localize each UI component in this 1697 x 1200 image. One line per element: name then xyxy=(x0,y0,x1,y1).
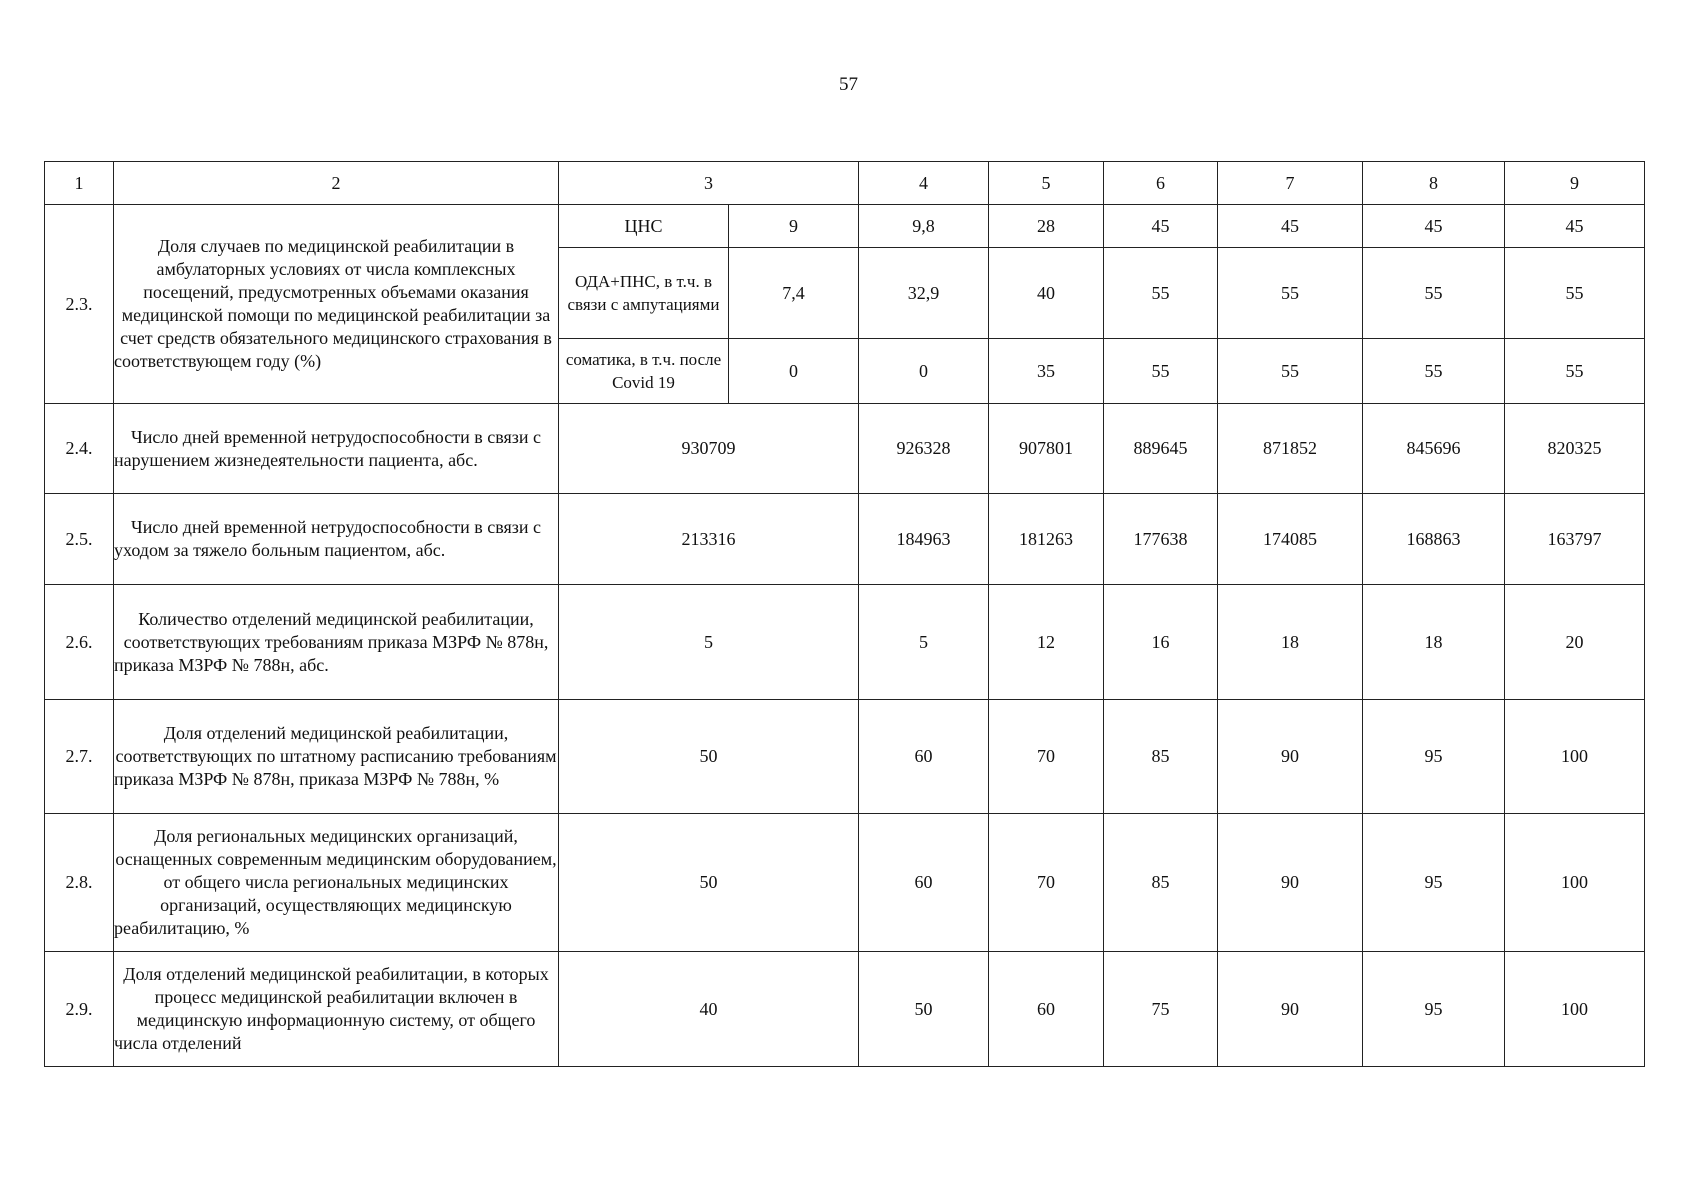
table-row xyxy=(45,404,1645,494)
header-cell-7: 7 xyxy=(1218,162,1363,205)
row-description: Доля региональных медицинских организаций, оснащенных современным медицинским оборудованием, от общего числа региональных медицинских организаций, осуществляющих медицинскую реабилитацию, % xyxy=(114,814,559,952)
sub-row-label: ЦНС xyxy=(559,205,729,248)
header-cell-5: 5 xyxy=(989,162,1104,205)
table-cell: 55 xyxy=(1363,248,1505,339)
table-row xyxy=(45,494,1645,585)
row-number: 2.7. xyxy=(45,700,114,814)
table-cell: 163797 xyxy=(1505,494,1645,585)
table-cell: 845696 xyxy=(1363,404,1505,494)
table-cell: 871852 xyxy=(1218,404,1363,494)
table-cell: 9 xyxy=(729,205,859,248)
header-cell-2: 2 xyxy=(114,162,559,205)
table-cell: 55 xyxy=(1104,248,1218,339)
table-cell: 5 xyxy=(859,585,989,700)
row-description: Доля отделений медицинской реабилитации, в которых процесс медицинской реабилитации включен в медицинскую информационную систему, от общего числа отделений xyxy=(114,952,559,1067)
table-cell: 85 xyxy=(1104,814,1218,952)
table-cell: 100 xyxy=(1505,814,1645,952)
table-cell: 55 xyxy=(1218,339,1363,404)
table-cell: 12 xyxy=(989,585,1104,700)
row-description: Число дней временной нетрудоспособности в связи с уходом за тяжело больным пациентом, абс. xyxy=(114,494,559,585)
table-cell: 55 xyxy=(1505,248,1645,339)
table-cell: 18 xyxy=(1218,585,1363,700)
indicators-table xyxy=(44,161,1645,1067)
header-cell-4: 4 xyxy=(859,162,989,205)
table-cell: 95 xyxy=(1363,700,1505,814)
table-cell: 55 xyxy=(1104,339,1218,404)
table-cell: 95 xyxy=(1363,952,1505,1067)
table-cell: 5 xyxy=(559,585,859,700)
sub-row-label: ОДА+ПНС, в т.ч. в связи с ампутациями xyxy=(559,248,729,339)
table-cell: 40 xyxy=(989,248,1104,339)
table-cell: 20 xyxy=(1505,585,1645,700)
table-cell: 45 xyxy=(1104,205,1218,248)
row-number: 2.6. xyxy=(45,585,114,700)
row-description: Количество отделений медицинской реабилитации, соответствующих требованиям приказа МЗРФ № 878н, приказа МЗРФ № 788н, абс. xyxy=(114,585,559,700)
table-cell: 55 xyxy=(1363,339,1505,404)
table-cell: 70 xyxy=(989,814,1104,952)
row-description: Доля отделений медицинской реабилитации, соответствующих по штатному расписанию требованиям приказа МЗРФ № 878н, приказа МЗРФ № 788н, % xyxy=(114,700,559,814)
header-cell-9: 9 xyxy=(1505,162,1645,205)
row-number: 2.8. xyxy=(45,814,114,952)
table-cell: 7,4 xyxy=(729,248,859,339)
row-description: Число дней временной нетрудоспособности в связи с нарушением жизнедеятельности пациента, абс. xyxy=(114,404,559,494)
page-number: 57 xyxy=(839,74,858,95)
table-cell: 70 xyxy=(989,700,1104,814)
table-cell: 60 xyxy=(989,952,1104,1067)
sub-row-label: соматика, в т.ч. после Covid 19 xyxy=(559,339,729,404)
table-cell: 95 xyxy=(1363,814,1505,952)
table-cell: 100 xyxy=(1505,952,1645,1067)
table-cell: 40 xyxy=(559,952,859,1067)
row-number: 2.3. xyxy=(45,205,114,404)
table-cell: 60 xyxy=(859,814,989,952)
table-cell: 75 xyxy=(1104,952,1218,1067)
table-row xyxy=(45,700,1645,814)
table-cell: 55 xyxy=(1218,248,1363,339)
table-cell: 213316 xyxy=(559,494,859,585)
table-cell: 45 xyxy=(1218,205,1363,248)
table-cell: 9,8 xyxy=(859,205,989,248)
row-number: 2.4. xyxy=(45,404,114,494)
table-cell: 174085 xyxy=(1218,494,1363,585)
table-cell: 889645 xyxy=(1104,404,1218,494)
table-cell: 930709 xyxy=(559,404,859,494)
table-row xyxy=(45,952,1645,1067)
table-cell: 177638 xyxy=(1104,494,1218,585)
row-number: 2.5. xyxy=(45,494,114,585)
table-cell: 32,9 xyxy=(859,248,989,339)
table-cell: 181263 xyxy=(989,494,1104,585)
table-cell: 85 xyxy=(1104,700,1218,814)
table-row xyxy=(45,205,1645,248)
table-cell: 55 xyxy=(1505,339,1645,404)
table-cell: 100 xyxy=(1505,700,1645,814)
header-cell-3: 3 xyxy=(559,162,859,205)
header-cell-1: 1 xyxy=(45,162,114,205)
table-row xyxy=(45,585,1645,700)
table-cell: 820325 xyxy=(1505,404,1645,494)
header-row xyxy=(45,162,1645,205)
table-cell: 90 xyxy=(1218,814,1363,952)
table-cell: 18 xyxy=(1363,585,1505,700)
table-cell: 907801 xyxy=(989,404,1104,494)
table-cell: 90 xyxy=(1218,952,1363,1067)
table-cell: 16 xyxy=(1104,585,1218,700)
row-number: 2.9. xyxy=(45,952,114,1067)
table-cell: 60 xyxy=(859,700,989,814)
table-cell: 28 xyxy=(989,205,1104,248)
row-description: Доля случаев по медицинской реабилитации в амбулаторных условиях от числа комплексных посещений, предусмотренных объемами оказания медицинской помощи по медицинской реабилитации за счет средств обязательного медицинского страхования в соответствующем году (%) xyxy=(114,205,559,404)
table-cell: 50 xyxy=(859,952,989,1067)
table-cell: 0 xyxy=(859,339,989,404)
table-cell: 90 xyxy=(1218,700,1363,814)
table-cell: 926328 xyxy=(859,404,989,494)
header-cell-6: 6 xyxy=(1104,162,1218,205)
table-cell: 35 xyxy=(989,339,1104,404)
table-cell: 45 xyxy=(1505,205,1645,248)
table-cell: 0 xyxy=(729,339,859,404)
table-cell: 168863 xyxy=(1363,494,1505,585)
table-row xyxy=(45,814,1645,952)
table-cell: 50 xyxy=(559,700,859,814)
table-cell: 45 xyxy=(1363,205,1505,248)
table-cell: 184963 xyxy=(859,494,989,585)
table-cell: 50 xyxy=(559,814,859,952)
header-cell-8: 8 xyxy=(1363,162,1505,205)
